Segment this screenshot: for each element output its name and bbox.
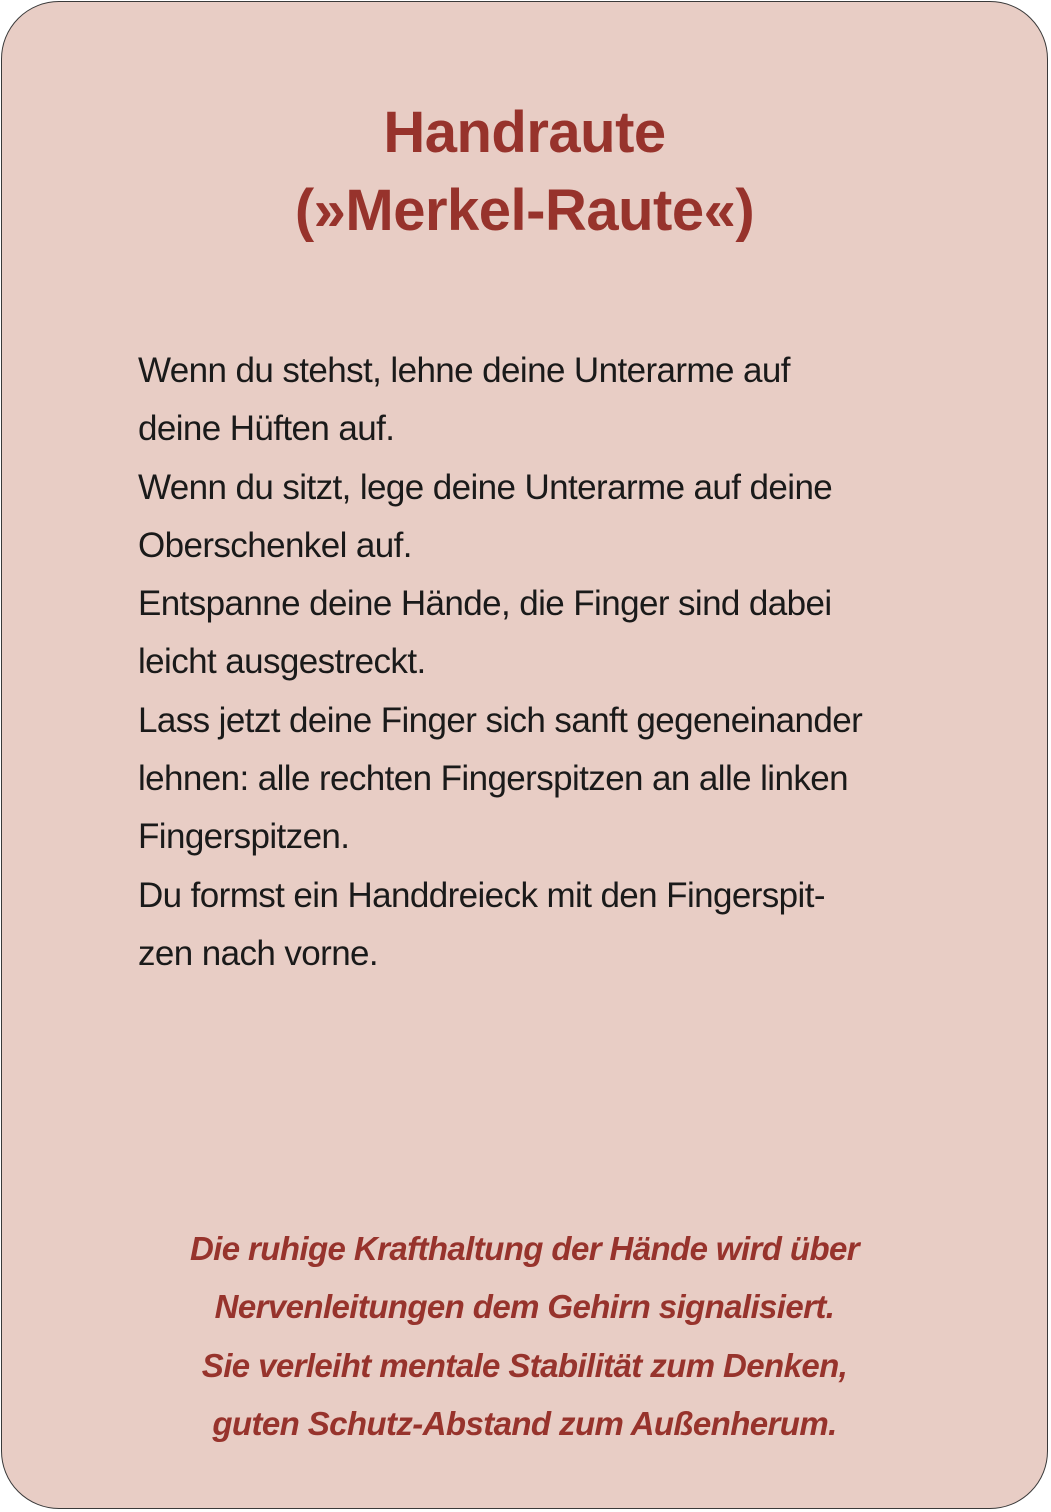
instruction-line: leicht ausgestreckt. — [138, 642, 426, 682]
card-title-line: Handraute — [383, 100, 666, 165]
card-title-line: (»Merkel-Raute«) — [294, 178, 755, 243]
instruction-line: Entspanne deine Hände, die Finger sind dabei — [138, 584, 832, 624]
instruction-line: Wenn du sitzt, lege deine Unterarme auf deine — [138, 467, 833, 507]
instruction-line: lehnen: alle rechten Fingerspitzen an alle linken — [138, 759, 848, 799]
instruction-line: Oberschenkel auf. — [138, 525, 412, 565]
footer-line: Die ruhige Krafthaltung der Hände wird über — [189, 1230, 860, 1267]
footer-line: guten Schutz-Abstand zum Außenherum. — [212, 1404, 837, 1442]
instruction-line: Du formst ein Handdreieck mit den Fingerspit- — [138, 875, 825, 915]
instruction-line: Lass jetzt deine Finger sich sanft gegeneinander — [138, 700, 863, 740]
instruction-line: Fingerspitzen. — [138, 817, 350, 857]
instruction-line: deine Hüften auf. — [138, 409, 395, 449]
footer-line: Nervenleitungen dem Gehirn signalisiert. — [214, 1288, 835, 1326]
instructions-text — [138, 342, 938, 983]
exercise-card — [1, 1, 1048, 1509]
instruction-line: zen nach vorne. — [138, 933, 379, 973]
card-title — [2, 94, 1047, 250]
footer-line: Sie verleiht mentale Stabilität zum Denken, — [201, 1346, 848, 1384]
instruction-line: Wenn du stehst, lehne deine Unterarme auf — [138, 351, 790, 390]
explanation-footer — [2, 1220, 1047, 1453]
